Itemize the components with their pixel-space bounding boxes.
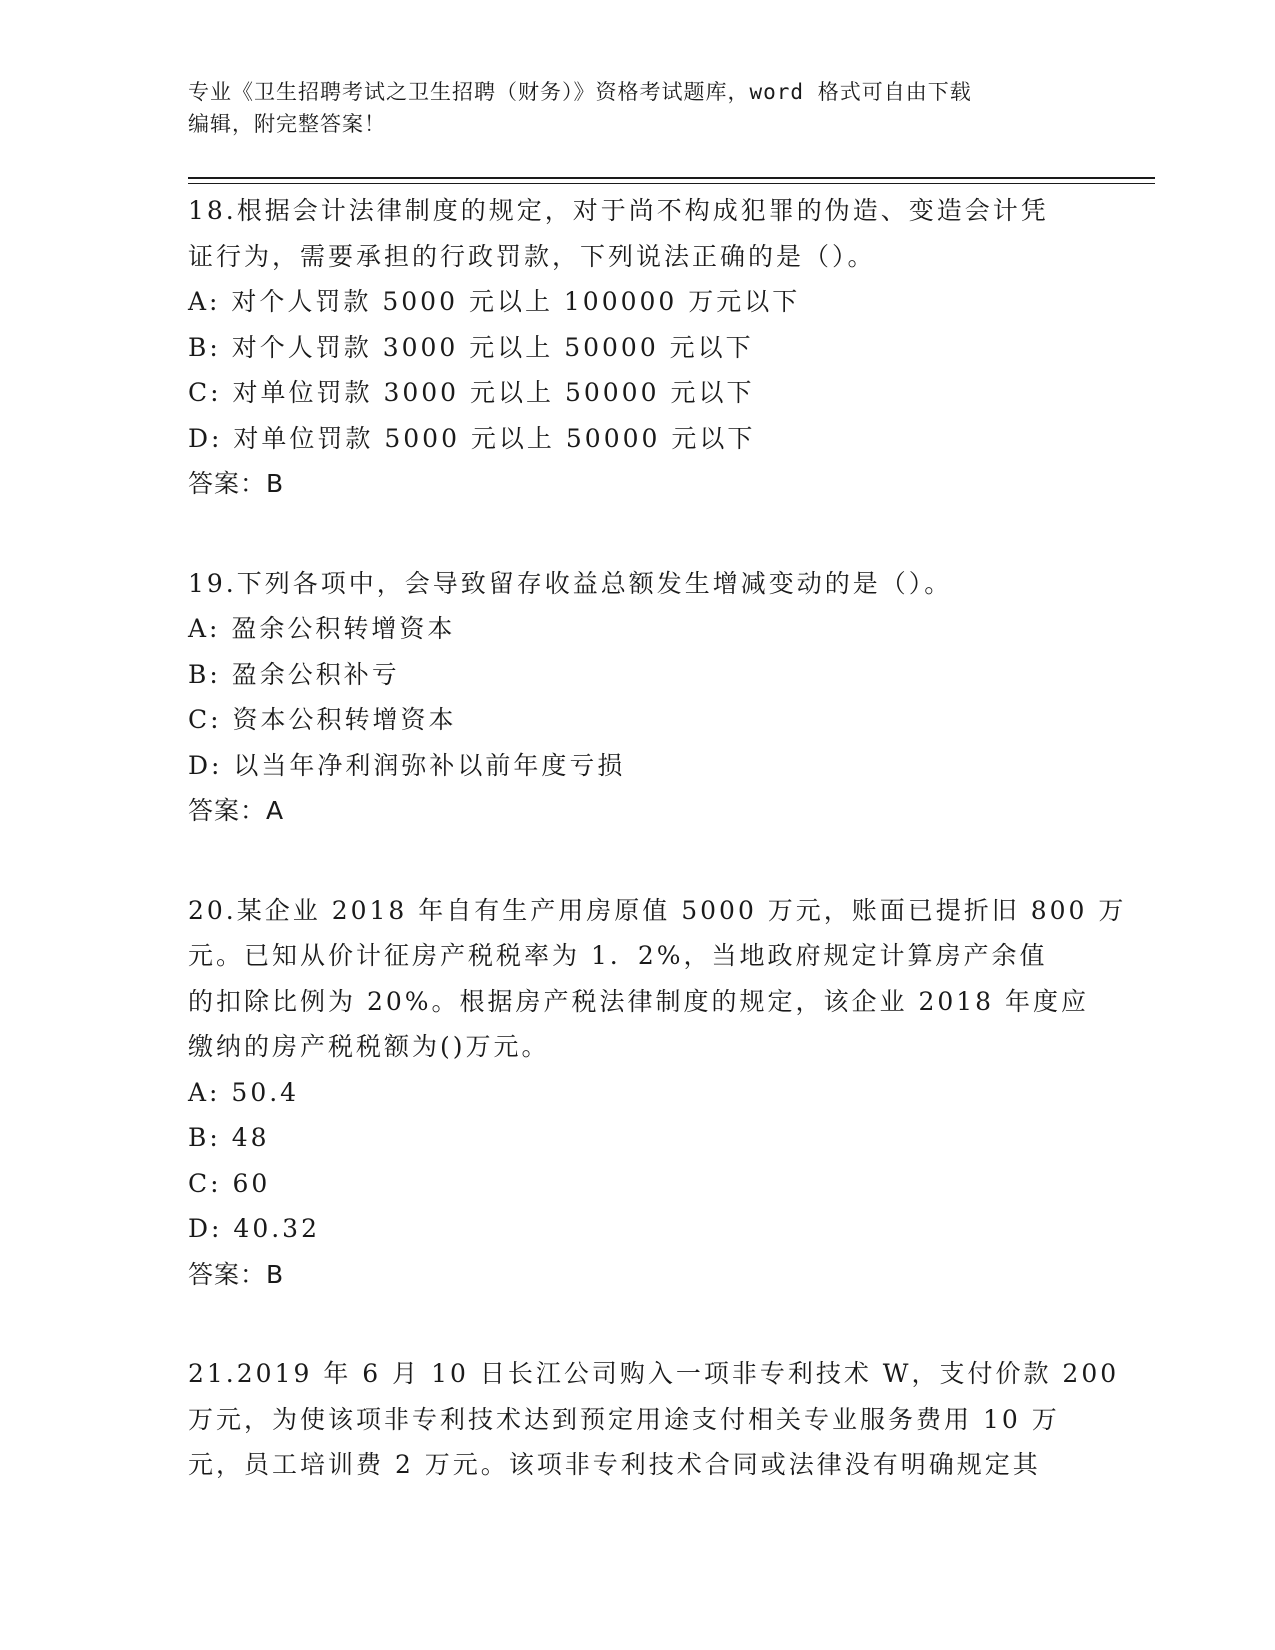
option-a: A: 50.4: [188, 1077, 300, 1107]
header-line-2: 编辑，附完整答案！: [188, 112, 386, 136]
header-line-1: 专业《卫生招聘考试之卫生招聘（财务）》资格考试题库，word 格式可自由下载: [188, 80, 972, 104]
question-spacer: [188, 507, 1088, 561]
option-c: C: 60: [188, 1168, 271, 1198]
option-a: A: 盈余公积转增资本: [188, 614, 456, 643]
option-a: A: 对个人罚款 5000 元以上 100000 万元以下: [188, 287, 801, 316]
option-b: B: 盈余公积补亏: [188, 659, 400, 689]
option-b: B: 对个人罚款 3000 元以上 50000 元以下: [188, 332, 754, 362]
question-stem-line: 万元，为使该项非专利技术达到预定用途支付相关专业服务费用 10 万: [188, 1404, 1060, 1434]
question-stem-line: 的扣除比例为 20%。根据房产税法律制度的规定，该企业 2018 年度应: [188, 986, 1090, 1016]
option-d: D: 40.32: [188, 1214, 320, 1243]
answer: 答案：A: [188, 796, 285, 825]
option-c: C: 资本公积转增资本: [188, 705, 457, 734]
question-stem-line: 20.某企业 2018 年自有生产用房原值 5000 万元，账面已提折旧 800 万: [188, 895, 1127, 925]
header-divider-thick: [188, 177, 1155, 179]
answer: 答案：B: [188, 1259, 285, 1289]
header-divider-thin: [188, 183, 1155, 184]
answer: 答案：B: [188, 469, 285, 498]
option-d: D: 以当年净利润弥补以前年度亏损: [188, 750, 626, 780]
question-spacer: [188, 1297, 1088, 1351]
question-stem-line: 元。已知从价计征房产税税率为 1．2%，当地政府规定计算房产余值: [188, 941, 1048, 970]
question-stem-line: 证行为，需要承担的行政罚款，下列说法正确的是（）。: [188, 241, 876, 271]
question-stem-line: 缴纳的房产税税额为()万元。: [188, 1032, 550, 1061]
question-stem-line: 18.根据会计法律制度的规定，对于尚不构成犯罪的伪造、变造会计凭: [188, 196, 1049, 225]
question-list: [188, 188, 1127, 1488]
option-d: D: 对单位罚款 5000 元以上 50000 元以下: [188, 423, 756, 453]
question-21: [188, 1351, 1120, 1488]
question-stem-line: 21.2019 年 6 月 10 日长江公司购入一项非专利技术 W，支付价款 200: [188, 1359, 1120, 1388]
question-stem-line: 19.下列各项中，会导致留存收益总额发生增减变动的是（）。: [188, 568, 953, 598]
question-19: [188, 561, 1088, 834]
question-20: [188, 888, 1127, 1298]
option-b: B: 48: [188, 1123, 270, 1152]
question-spacer: [188, 834, 1088, 888]
option-c: C: 对单位罚款 3000 元以上 50000 元以下: [188, 378, 755, 407]
question-18: [188, 188, 1088, 507]
document-header: [188, 76, 1088, 140]
question-stem-line: 元，员工培训费 2 万元。该项非专利技术合同或法律没有明确规定其: [188, 1450, 1041, 1479]
